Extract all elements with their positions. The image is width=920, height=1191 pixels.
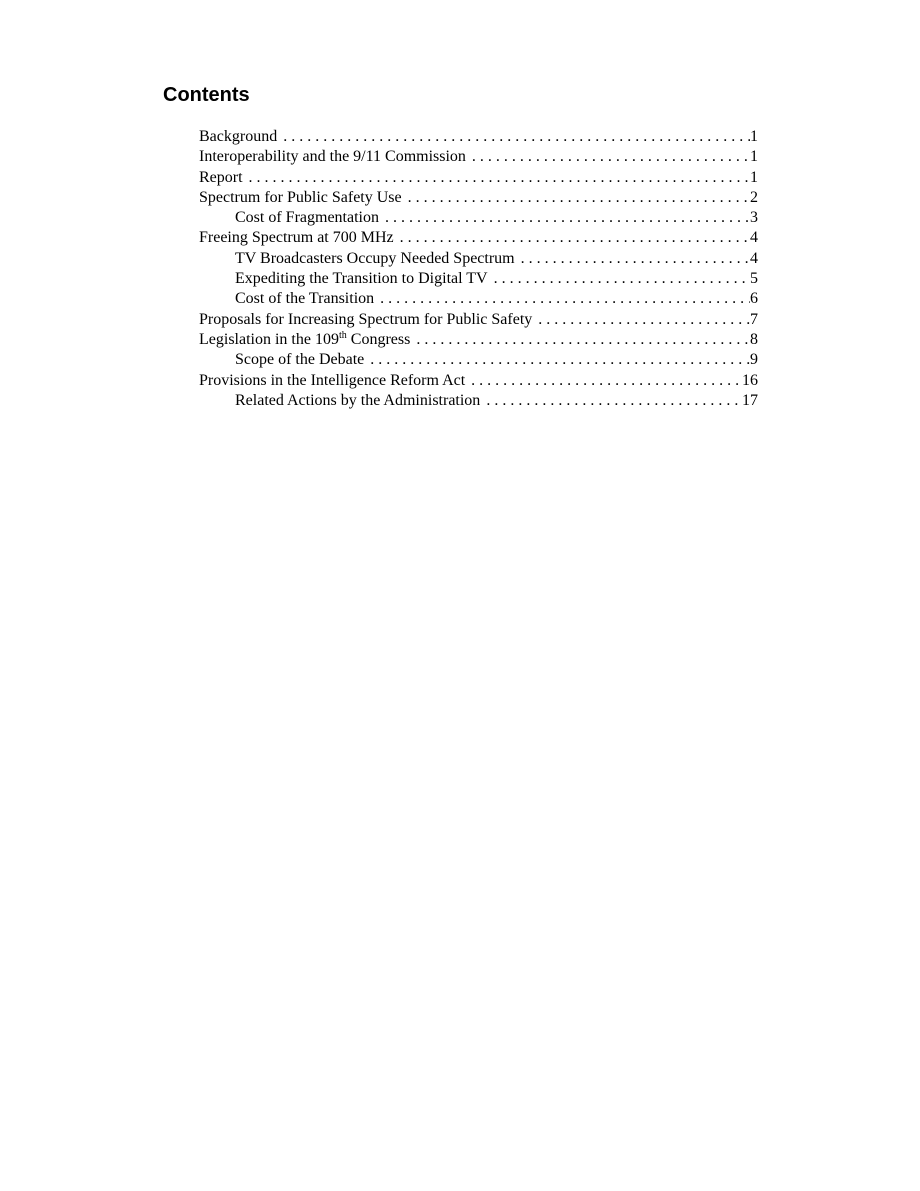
toc-entry[interactable] — [199, 208, 758, 228]
dot-leader — [277, 127, 750, 147]
toc-entry-title: Report — [199, 168, 243, 186]
toc-page-number: 7 — [750, 310, 758, 328]
toc-entry[interactable] — [199, 371, 758, 391]
toc-page-number: 8 — [750, 330, 758, 348]
toc-entry[interactable] — [199, 188, 758, 208]
dot-leader — [379, 208, 750, 228]
dot-leader — [515, 249, 750, 269]
toc-entry-title: Cost of Fragmentation — [235, 209, 379, 227]
toc-entry[interactable] — [199, 249, 758, 269]
dot-leader — [466, 147, 750, 167]
dot-leader — [488, 269, 750, 289]
toc-page-number: 1 — [750, 128, 758, 145]
toc-page-number: 4 — [750, 229, 758, 247]
toc-entry[interactable] — [199, 127, 758, 147]
toc-page-number: 1 — [750, 168, 758, 186]
toc-entry-title: Spectrum for Public Safety Use — [199, 188, 402, 206]
toc-entry-title: Interoperability and the 9/11 Commission — [199, 148, 466, 166]
toc-entry-title: Background — [199, 128, 278, 145]
dot-leader — [374, 289, 750, 309]
toc-entry[interactable] — [199, 228, 758, 248]
ordinal-superscript: th — [338, 329, 347, 341]
toc-entry-title: Proposals for Increasing Spectrum for Public Safety — [199, 310, 533, 328]
toc-entry[interactable] — [199, 289, 758, 309]
toc-entry-title: Freeing Spectrum at 700 MHz — [199, 229, 394, 247]
toc-entry[interactable] — [199, 168, 758, 188]
contents-heading: Contents — [163, 84, 250, 106]
toc-page-number: 16 — [742, 371, 758, 389]
dot-leader — [465, 371, 742, 391]
toc-entry-title-text: Legislation in the 109 — [199, 330, 339, 348]
toc-entry-title: Scope of the Debate — [235, 351, 365, 369]
toc-page-number: 5 — [750, 270, 758, 288]
toc-entry[interactable] — [199, 310, 758, 330]
toc-entry[interactable] — [199, 147, 758, 167]
toc-entry-title: Cost of the Transition — [235, 290, 375, 308]
toc-entry[interactable] — [199, 350, 758, 370]
toc-entry-title: TV Broadcasters Occupy Needed Spectrum — [235, 249, 515, 267]
toc-entry[interactable] — [199, 269, 758, 289]
toc-entry-title: Provisions in the Intelligence Reform Act — [199, 371, 466, 389]
toc-page-number: 17 — [742, 391, 758, 409]
toc-entry-title: Expediting the Transition to Digital TV — [235, 270, 488, 288]
toc-page-number: 9 — [750, 351, 758, 369]
dot-leader — [532, 310, 750, 330]
dot-leader — [394, 228, 750, 248]
dot-leader — [402, 188, 750, 208]
toc-entry-title — [199, 330, 410, 350]
dot-leader — [243, 168, 750, 188]
dot-leader — [364, 350, 750, 370]
dot-leader — [480, 391, 742, 411]
toc-page-number: 4 — [750, 249, 758, 267]
toc-entry[interactable] — [199, 391, 758, 411]
toc-entry-title-text: Congress — [346, 330, 411, 348]
dot-leader — [410, 330, 750, 350]
table-of-contents — [199, 127, 758, 411]
toc-page-number: 3 — [750, 209, 758, 227]
toc-page-number: 1 — [750, 148, 758, 166]
toc-entry-title: Related Actions by the Administration — [235, 391, 481, 409]
toc-page-number: 6 — [750, 290, 758, 308]
toc-entry[interactable] — [199, 330, 758, 350]
toc-page-number: 2 — [750, 188, 758, 206]
